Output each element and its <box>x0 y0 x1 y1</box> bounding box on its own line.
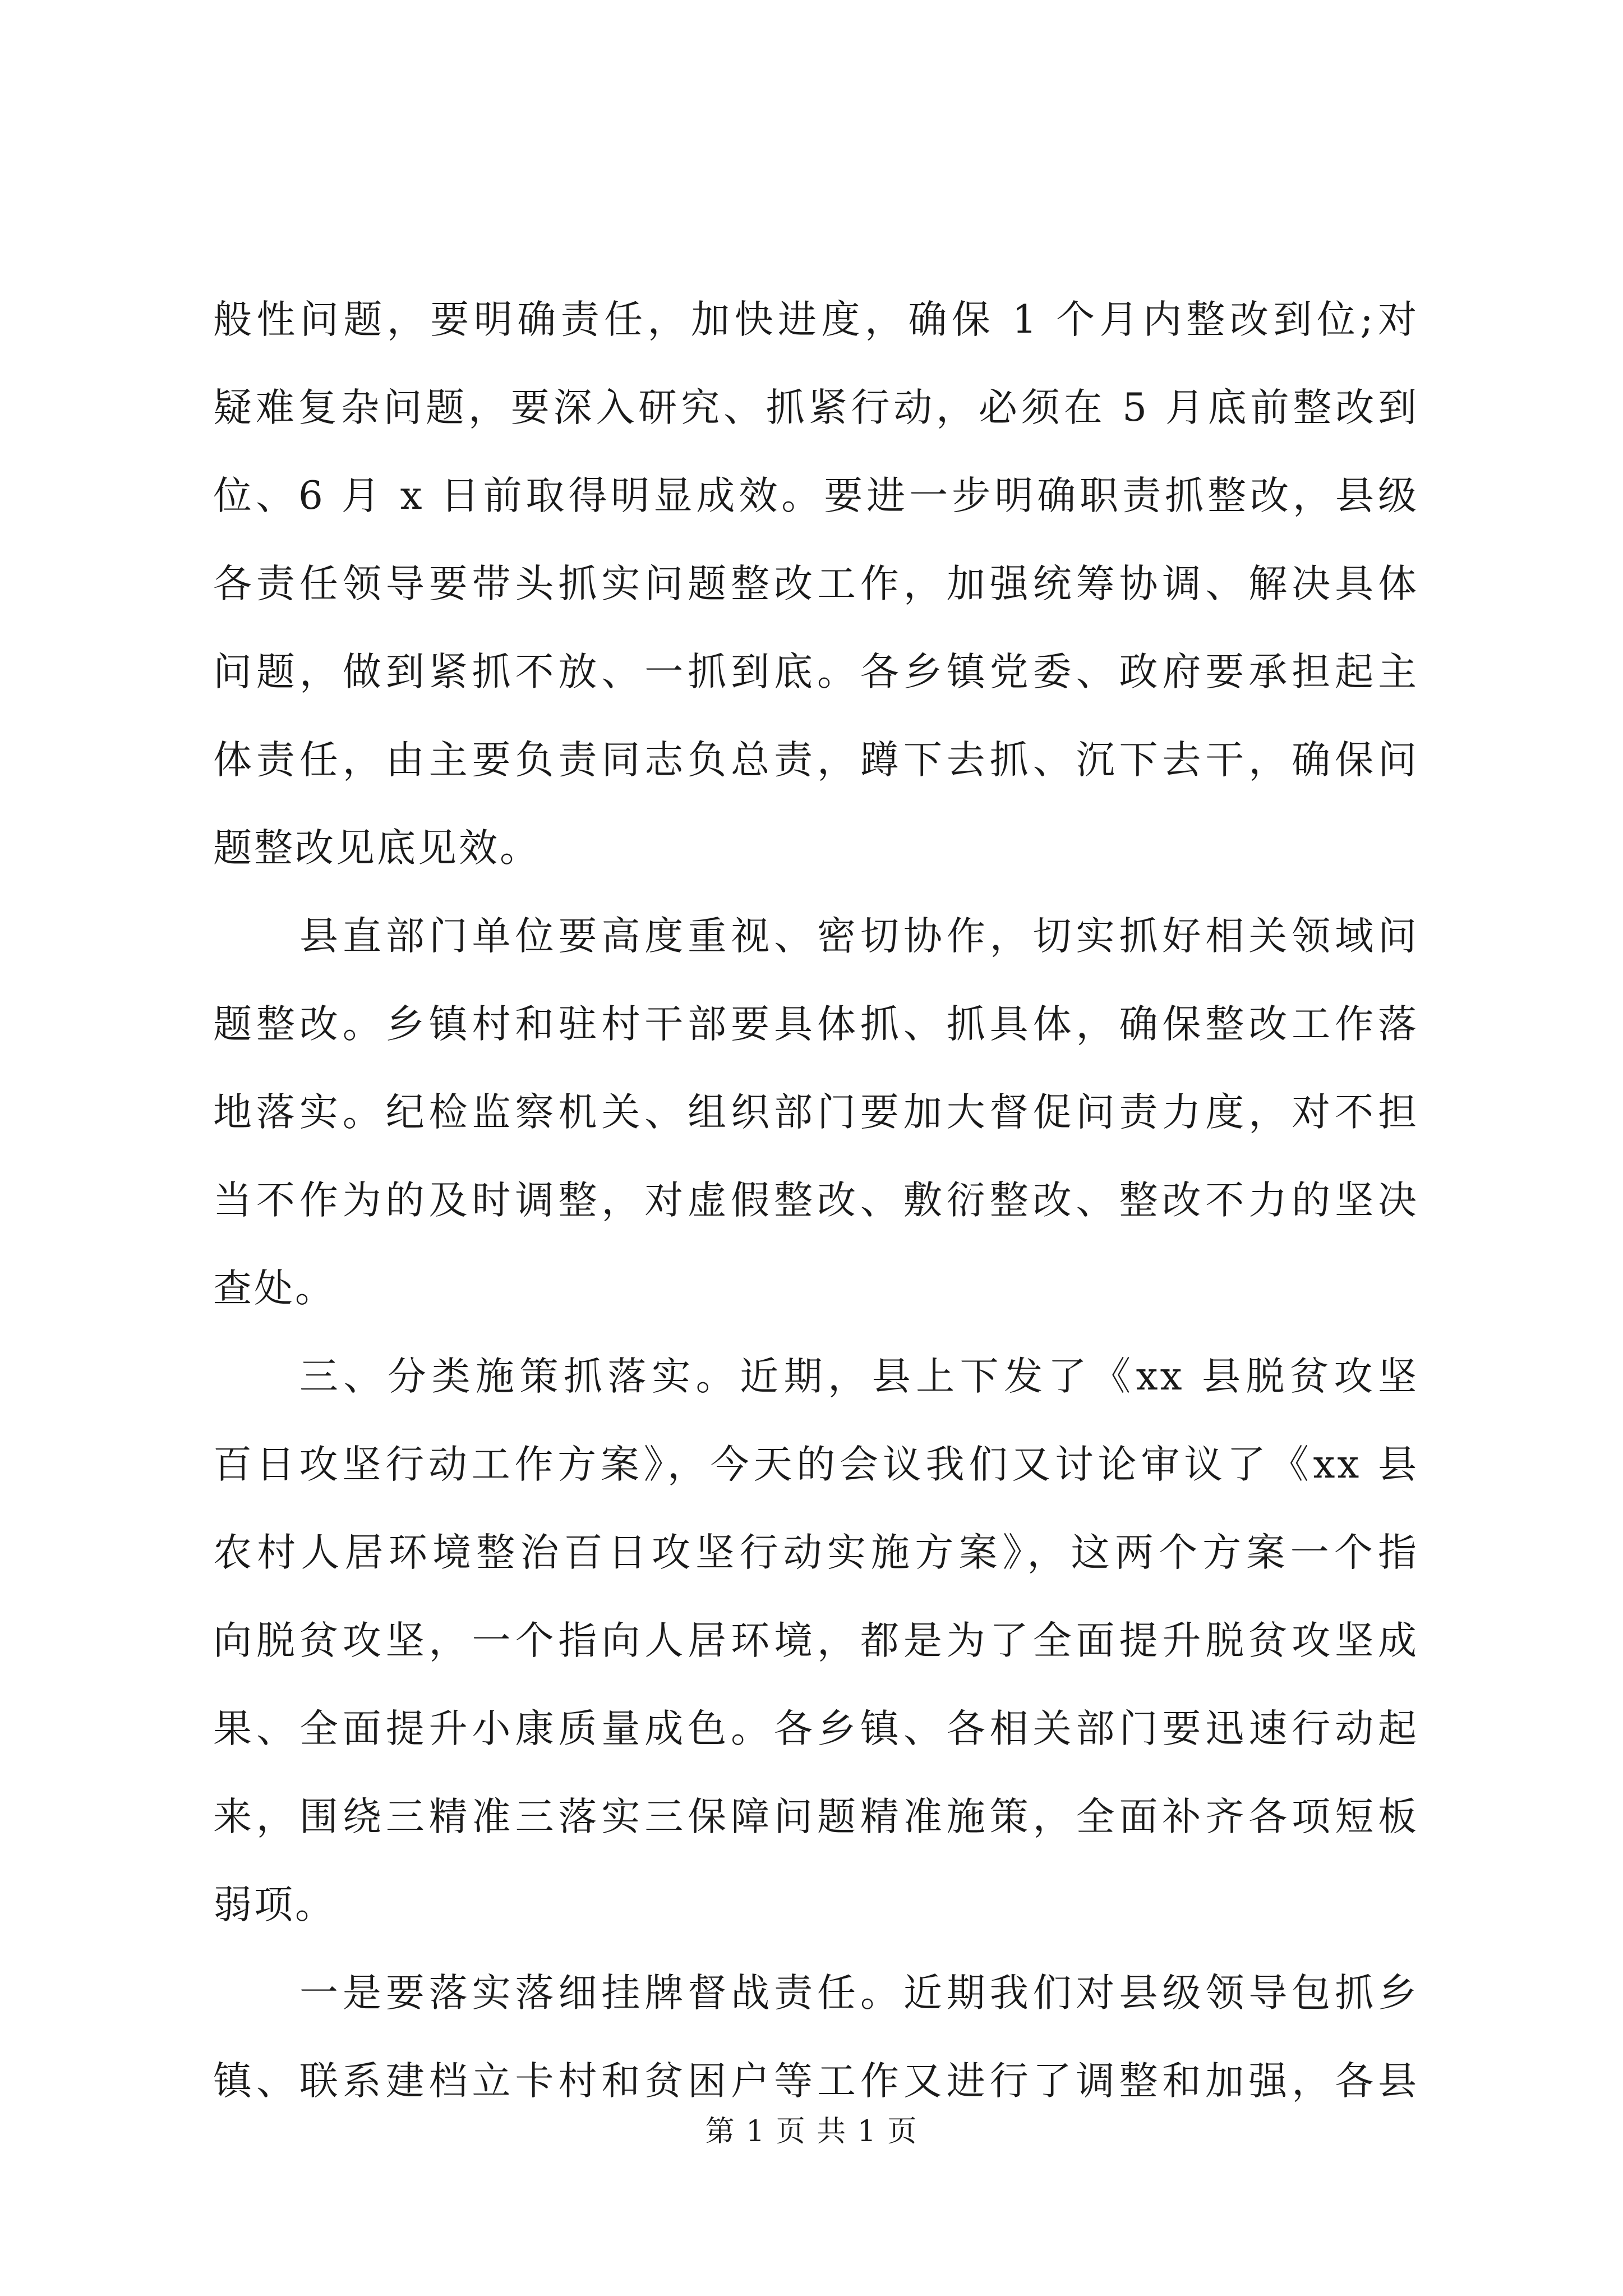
text-line: 位、6 月 x 日前取得明显成效。要进一步明确职责抓整改，县级 <box>213 473 1419 518</box>
text-line: 题整改见底见效。 <box>213 826 541 871</box>
text-line: 向脱贫攻坚，一个指向人居环境，都是为了全面提升脱贫攻坚成 <box>213 1618 1419 1663</box>
text-line: 各责任领导要带头抓实问题整改工作，加强统筹协调、解决具体 <box>213 562 1419 606</box>
text-line: 体责任，由主要负责同志负总责，蹲下去抓、沉下去干，确保问 <box>213 738 1419 783</box>
paragraph-first-line: 县直部门单位要高度重视、密切协作，切实抓好相关领域问 <box>299 914 1419 959</box>
text-line: 问题，做到紧抓不放、一抓到底。各乡镇党委、政府要承担起主 <box>213 650 1419 694</box>
text-line: 百日攻坚行动工作方案》，今天的会议我们又讨论审议了《xx 县 <box>213 1442 1419 1487</box>
text-line: 当不作为的及时调整，对虚假整改、敷衍整改、整改不力的坚决 <box>213 1178 1419 1223</box>
paragraph-first-line: 一是要落实落细挂牌督战责任。近期我们对县级领导包抓乡 <box>299 1971 1419 2016</box>
text-line: 镇、联系建档立卡村和贫困户等工作又进行了调整和加强，各县 <box>213 2059 1419 2104</box>
text-line: 查处。 <box>213 1266 336 1311</box>
text-line: 果、全面提升小康质量成色。各乡镇、各相关部门要迅速行动起 <box>213 1706 1419 1751</box>
text-line: 农村人居环境整治百日攻坚行动实施方案》，这两个方案一个指 <box>213 1530 1419 1575</box>
paragraph-first-line: 三、分类施策抓落实。近期，县上下发了《xx 县脱贫攻坚 <box>299 1354 1419 1399</box>
text-line: 般性问题，要明确责任，加快进度，确保 1 个月内整改到位;对 <box>213 297 1419 342</box>
text-line: 地落实。纪检监察机关、组织部门要加大督促问责力度，对不担 <box>213 1090 1419 1135</box>
text-line: 题整改。乡镇村和驻村干部要具体抓、抓具体，确保整改工作落 <box>213 1002 1419 1047</box>
text-line: 弱项。 <box>213 1883 336 1927</box>
page-footer: 第 1 页 共 1 页 <box>705 2115 918 2148</box>
text-line: 来，围绕三精准三落实三保障问题精准施策，全面补齐各项短板 <box>213 1795 1419 1839</box>
text-line: 疑难复杂问题，要深入研究、抓紧行动，必须在 5 月底前整改到 <box>213 385 1419 430</box>
